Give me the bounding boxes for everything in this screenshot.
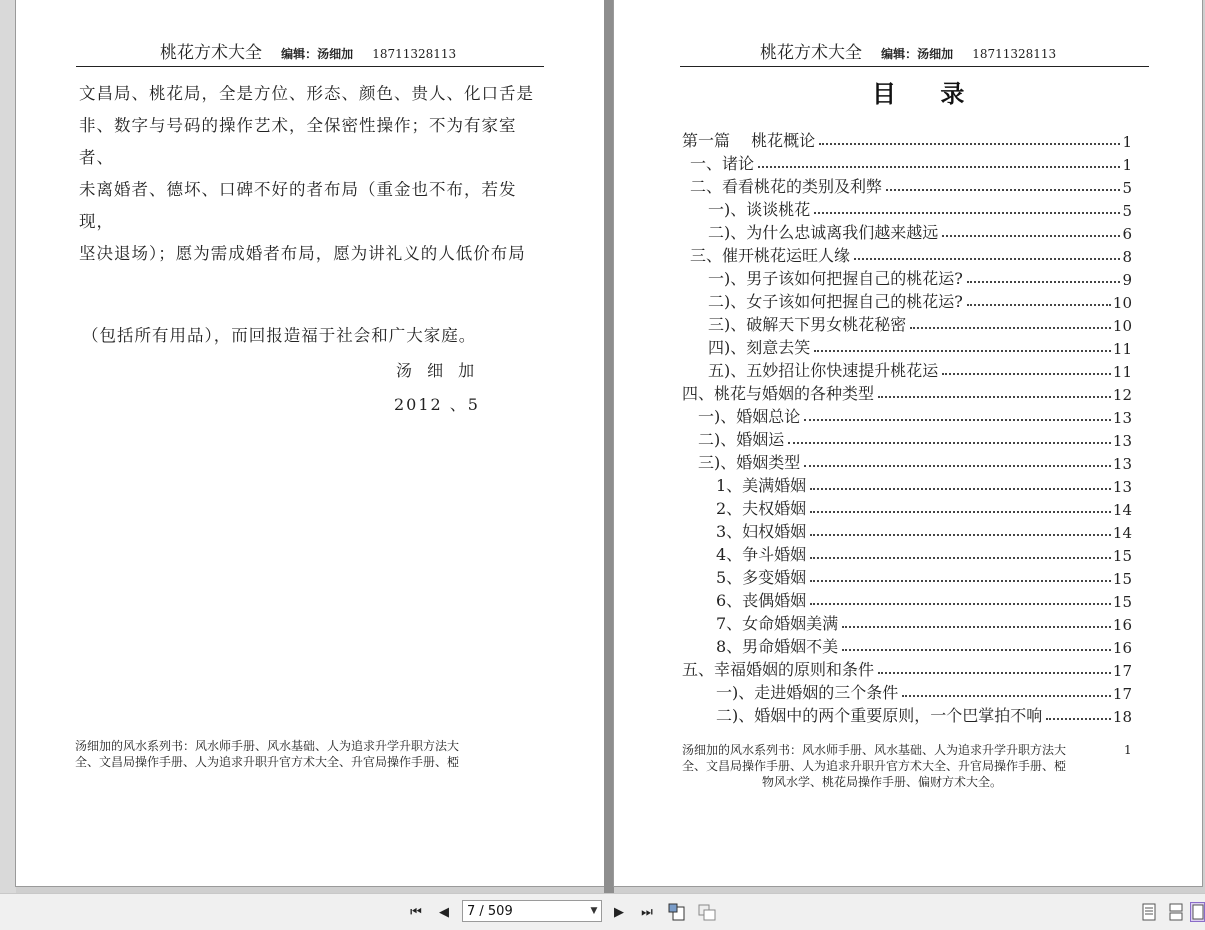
toc-entry-page: 10 [1112,317,1132,335]
toc-entry-label: 二)、为什么忠诚离我们越来越远 [708,223,939,242]
toc-entry-page: 11 [1112,340,1132,358]
paragraph-line: 未离婚者、德坏、口碑不好的者布局（重金也不布，若发现， [79,180,517,231]
toc-entry-page: 6 [1122,225,1132,243]
toc-entry-label: 四)、刻意去笑 [708,338,811,357]
fit-page-icon[interactable] [696,901,718,923]
paragraph-line: 非、数字与号码的操作艺术，全保密性操作；不为有家室者、 [79,116,517,167]
toc-entry [682,680,1132,703]
toc-entry-label: 一、诸论 [690,154,755,173]
page-gutter [604,0,614,893]
toc-entry-label: 2、夫权婚姻 [716,499,807,518]
toc-entry-page: 14 [1112,501,1132,519]
toc-entry-page: 13 [1112,432,1132,450]
rotate-view-icon[interactable] [666,901,688,923]
toc-entry-label: 二、看看桃花的类别及利弊 [690,177,883,196]
toc-entry-page: 15 [1112,547,1132,565]
page-header [76,38,544,67]
toc-leader-dots [942,235,1120,237]
toc-leader-dots [854,258,1120,260]
toc-entry [682,565,1132,588]
toc-leader-dots [814,212,1120,214]
toc-entry-page: 16 [1112,639,1132,657]
toc-entry [682,266,1132,289]
toc-entry-label: 4、争斗婚姻 [716,545,807,564]
toc-entry-page: 12 [1112,386,1132,404]
last-page-icon[interactable]: ⏭ [641,904,653,920]
header-title: 桃花方术大全 [760,43,862,63]
toc-entry [682,174,1132,197]
toc-entry-page: 5 [1122,202,1132,220]
toc-entry-label: 二)、女子该如何把握自己的桃花运? [708,292,963,311]
toc-entry [682,611,1132,634]
footer-line: 汤细加的风水系列书：风水师手册、风水基础、人为追求升学升职方法大 [682,743,1067,757]
toc-leader-dots [967,281,1121,283]
toc-leader-dots [842,649,1111,651]
page-footer [682,742,1122,790]
header-title: 桃花方术大全 [160,43,262,63]
toc-leader-dots [886,189,1120,191]
toc-leader-dots [967,304,1111,306]
toc-entry-page: 9 [1122,271,1132,289]
header-editor: 编辑：汤细加 [281,47,354,61]
table-of-contents [682,128,1132,726]
toc-entry-label: 三)、破解天下男女桃花秘密 [708,315,907,334]
navigation-toolbar [0,893,1205,930]
toc-leader-dots [804,419,1111,421]
next-page-icon[interactable]: ▶ [614,904,624,920]
footer-page-number: 1 [1124,743,1132,757]
toc-entry [682,151,1132,174]
toc-leader-dots [758,166,1120,168]
toc-entry-page: 8 [1122,248,1132,266]
toc-entry [682,381,1132,404]
toc-entry [682,634,1132,657]
toc-leader-dots [878,396,1111,398]
toc-entry-label: 二)、婚姻中的两个重要原则，一个巴掌拍不响 [716,706,1043,725]
toc-entry-page: 10 [1112,294,1132,312]
toc-entry [682,358,1132,381]
toc-entry-page: 13 [1112,478,1132,496]
toc-entry-label: 8、男命婚姻不美 [716,637,839,656]
paragraph-line: 文昌局、桃花局，全是方位、形态、颜色、贵人、化口舌是 [79,84,534,103]
toc-entry-label: 一)、走进婚姻的三个条件 [716,683,899,702]
toc-leader-dots [804,465,1111,467]
toc-entry-label: 一)、男子该如何把握自己的桃花运? [708,269,963,288]
toc-entry-page: 16 [1112,616,1132,634]
toc-entry-page: 11 [1112,363,1132,381]
toc-leader-dots [810,580,1111,582]
footer-line: 物风水学、桃花局操作手册、偏财方术大全。 [762,775,1003,789]
toc-leader-dots [810,603,1111,605]
toc-entry-label: 一)、婚姻总论 [698,407,801,426]
continuous-view-icon[interactable] [1165,901,1187,923]
toc-entry-label: 二)、婚姻运 [698,430,785,449]
footer-line: 汤细加的风水系列书：风水师手册、风水基础、人为追求升学升职方法大 [75,739,460,753]
single-page-view-icon[interactable] [1138,901,1160,923]
viewport-margin [0,0,16,893]
page-indicator: 7 / 509 [467,903,513,919]
toc-title: 目 录 [872,79,983,108]
toc-leader-dots [810,557,1111,559]
toc-entry [682,427,1132,450]
page-left [16,0,604,886]
toc-entry-page: 13 [1112,455,1132,473]
toc-leader-dots [842,626,1111,628]
toc-entry [682,312,1132,335]
toc-entry [682,289,1132,312]
signature-name: 汤 细 加 [396,361,480,380]
header-phone: 18711328113 [372,47,457,61]
toc-entry-label: 三、催开桃花运旺人缘 [690,246,851,265]
toc-entry [682,404,1132,427]
page-number-select[interactable] [462,900,602,922]
toc-entry-label: 五)、五妙招让你快速提升桃花运 [708,361,939,380]
toc-entry-page: 1 [1122,133,1132,151]
header-phone: 18711328113 [972,47,1057,61]
toc-entry-page: 15 [1112,593,1132,611]
toc-entry [682,128,1132,151]
toc-entry-label: 第一篇 桃花概论 [682,131,816,150]
toc-entry [682,542,1132,565]
toc-entry-label: 三)、婚姻类型 [698,453,801,472]
toc-entry-page: 17 [1112,662,1132,680]
page-header [680,38,1149,67]
footer-line: 全、文昌局操作手册、人为追求升职升官方术大全、升官局操作手册、椏 [682,759,1067,773]
toc-entry-page: 1 [1122,156,1132,174]
toc-leader-dots [810,511,1111,513]
toc-leader-dots [902,695,1111,697]
toc-entry [682,473,1132,496]
toc-entry [682,703,1132,726]
toc-entry-page: 17 [1112,685,1132,703]
toc-entry-label: 7、女命婚姻美满 [716,614,839,633]
toc-leader-dots [814,350,1111,352]
body-paragraph [79,78,549,270]
toc-entry-page: 13 [1112,409,1132,427]
toc-leader-dots [1046,718,1111,720]
toc-leader-dots [878,672,1111,674]
paragraph-line: 坚决退场）；愿为需成婚者布局，愿为讲礼义的人低价布局 [79,244,526,263]
page-footer [75,738,555,770]
toc-entry-label: 5、多变婚姻 [716,568,807,587]
toc-entry [682,588,1132,611]
toc-entry [682,450,1132,473]
toc-leader-dots [810,534,1111,536]
chevron-down-icon[interactable]: ▼ [590,906,598,916]
toc-entry-page: 15 [1112,570,1132,588]
toc-entry-label: 3、妇权婚姻 [716,522,807,541]
toc-entry-label: 四、桃花与婚姻的各种类型 [682,384,875,403]
toc-entry-page: 5 [1122,179,1132,197]
toc-entry [682,220,1132,243]
toc-leader-dots [788,442,1111,444]
first-page-icon[interactable]: ⏮ [410,904,422,920]
toc-entry [682,197,1132,220]
header-editor: 编辑：汤细加 [881,47,954,61]
toc-entry-label: 1、美满婚姻 [716,476,807,495]
toc-entry [682,335,1132,358]
signature-date: 2012 、5 [394,395,480,414]
two-page-view-icon[interactable] [1190,901,1205,923]
toc-entry-label: 一)、谈谈桃花 [708,200,811,219]
toc-leader-dots [942,373,1111,375]
toc-entry-label: 五、幸福婚姻的原则和条件 [682,660,875,679]
toc-entry [682,519,1132,542]
toc-entry [682,243,1132,266]
toc-leader-dots [810,488,1111,490]
footer-line: 全、文昌局操作手册、人为追求升职升官方术大全、升官局操作手册、椏 [75,755,460,769]
toc-entry-page: 14 [1112,524,1132,542]
toc-leader-dots [819,143,1120,145]
toc-leader-dots [910,327,1111,329]
previous-page-icon[interactable]: ◀ [439,904,449,920]
toc-entry [682,657,1132,680]
toc-entry-label: 6、丧偶婚姻 [716,591,807,610]
page-right [614,0,1202,886]
toc-entry [682,496,1132,519]
continuation-line: （包括所有用品），而回报造福于社会和广大家庭。 [82,326,477,345]
toc-entry-page: 18 [1112,708,1132,726]
